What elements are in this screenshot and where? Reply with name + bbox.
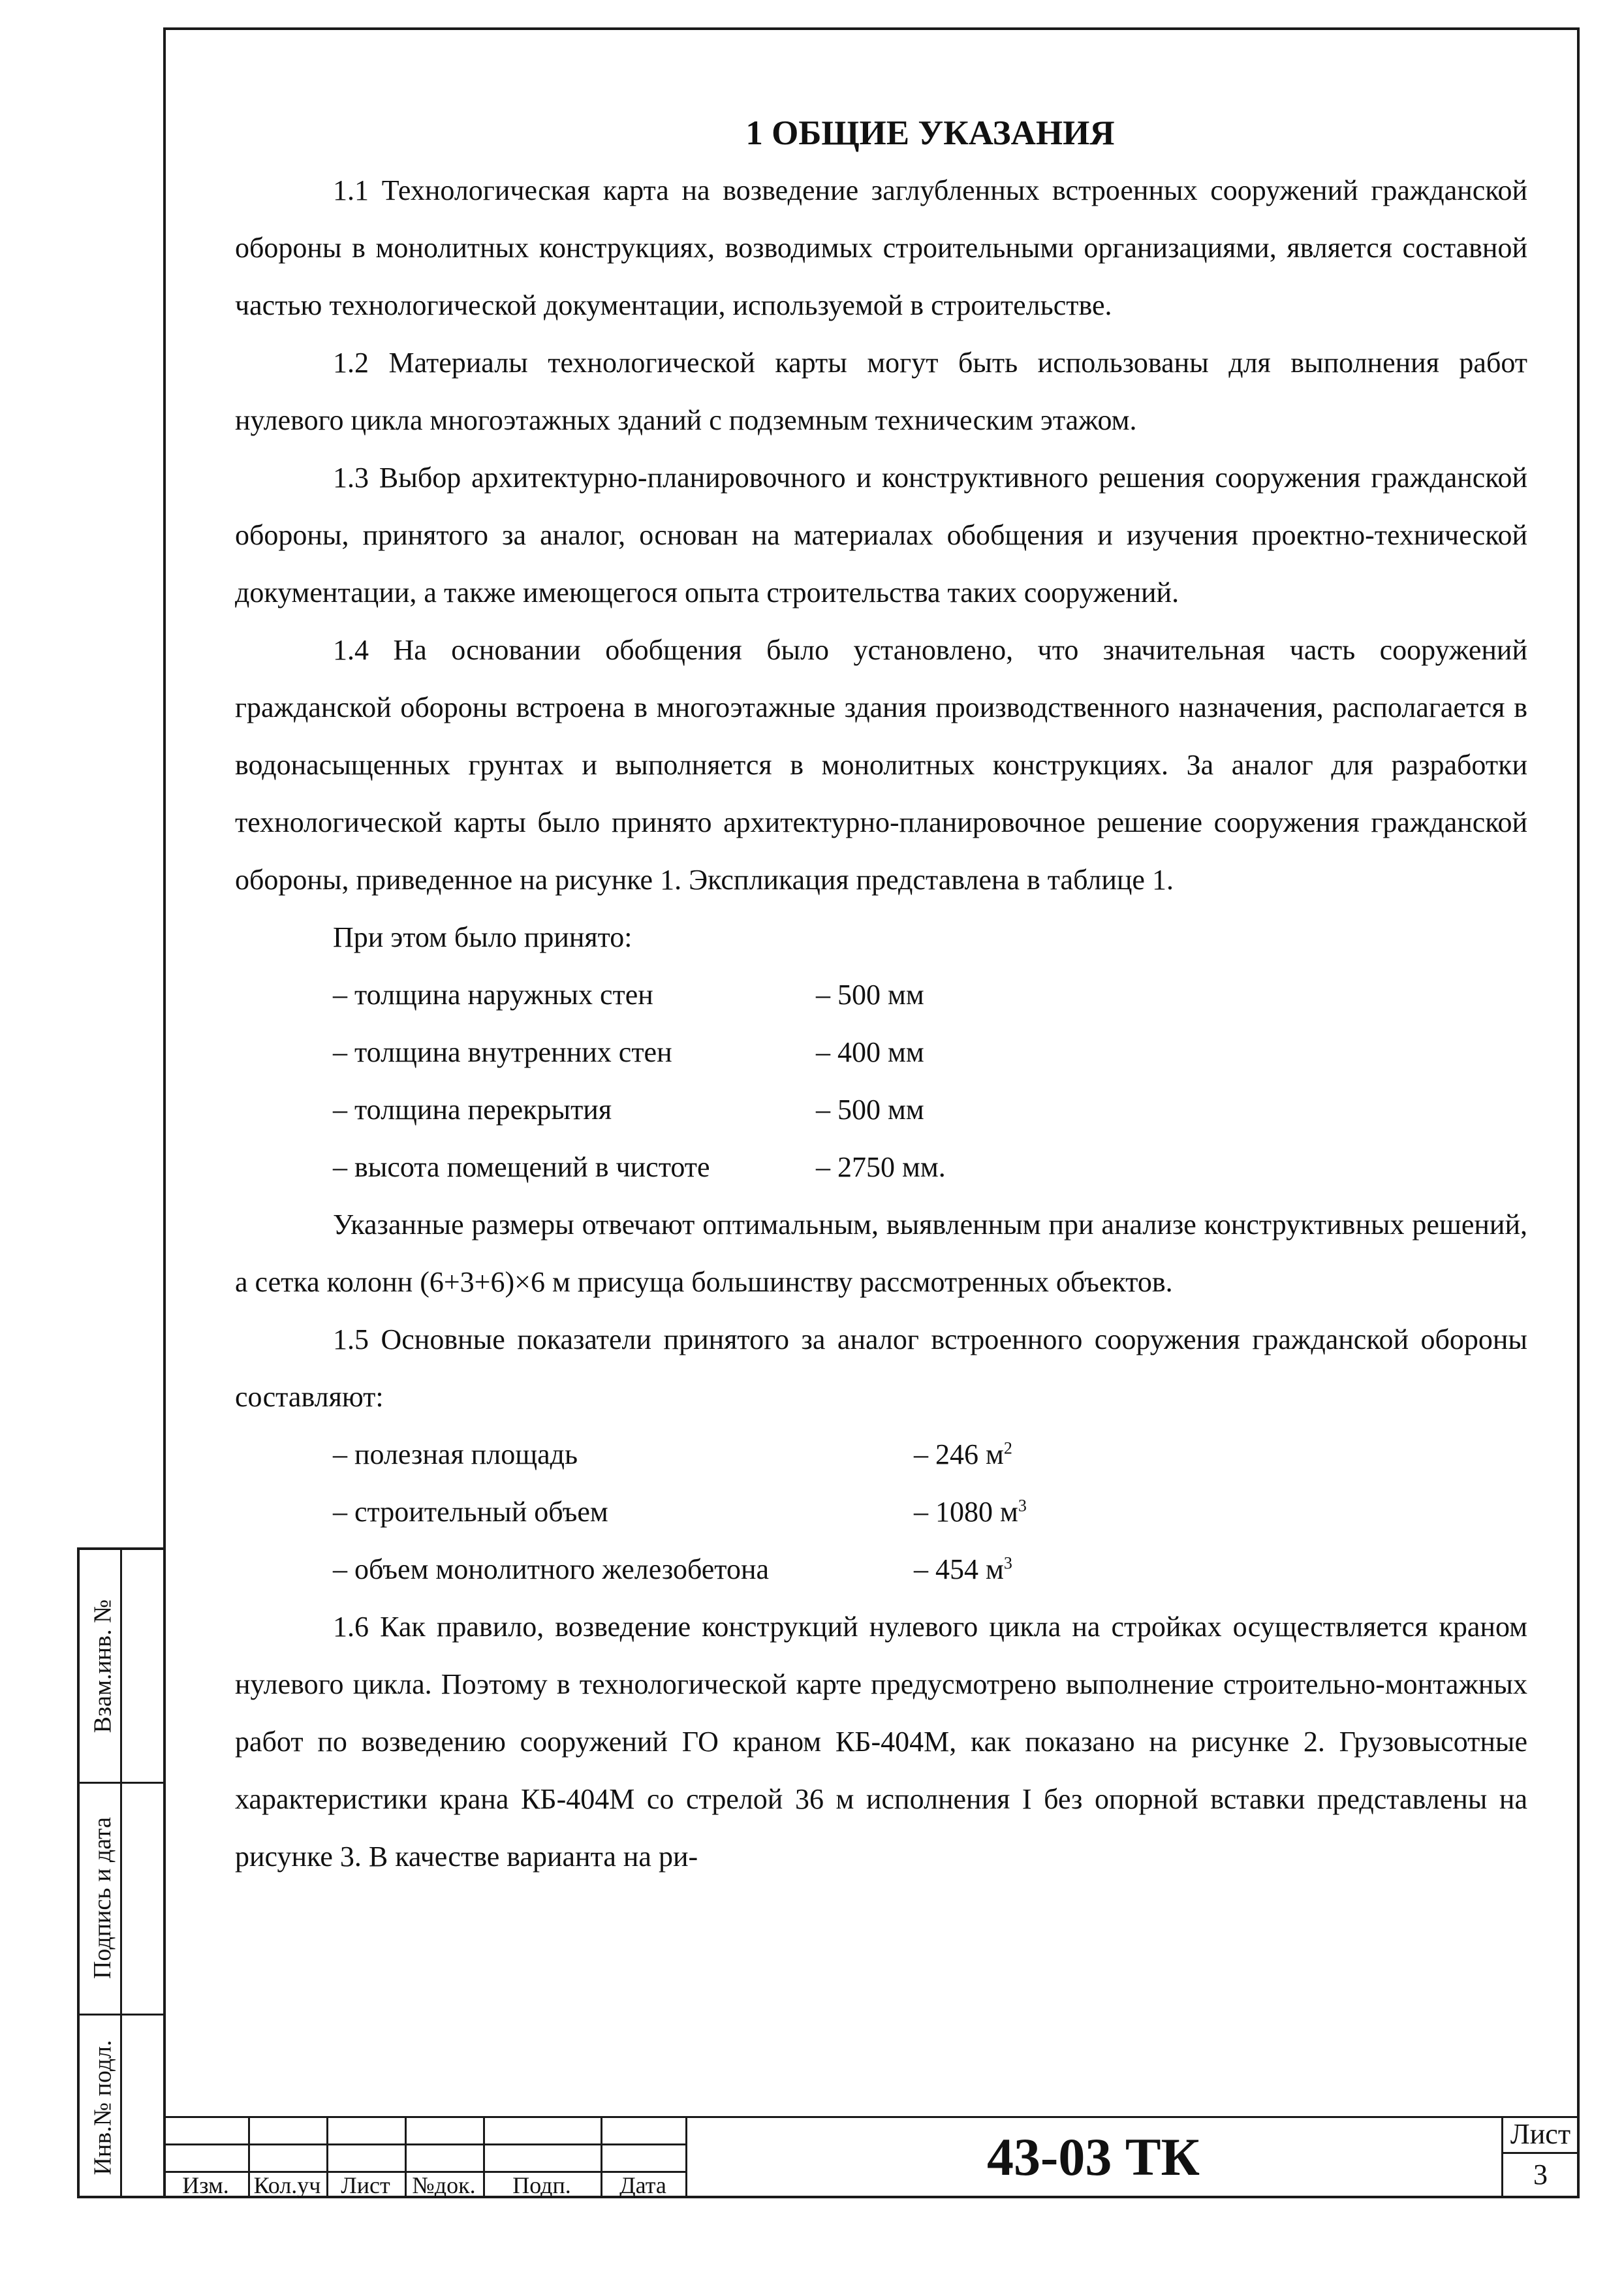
title-block-kolych: Кол.уч xyxy=(253,2172,321,2198)
title-block-ndok: №док. xyxy=(412,2172,476,2198)
dims-list-item: – толщина перекрытия – 500 мм xyxy=(333,1094,924,1126)
accepted-intro: При этом было принято: xyxy=(333,921,632,953)
title-block-izm: Изм. xyxy=(182,2172,229,2198)
stamp-vzam-label: Взам.инв. № xyxy=(89,1599,117,1733)
title-block-podp: Подп. xyxy=(512,2172,571,2198)
sheet-number: 3 xyxy=(1533,2159,1548,2190)
stamp-inv-label: Инв.№ подл. xyxy=(89,2039,117,2175)
stamp-signature-date-label: Подпись и дата xyxy=(89,1816,117,1979)
paragraph-1-3: 1.3 Выбор архитектурно-планировочного и конструктивного решения сооружения гражданской обороны, принятого за аналог, основан на материалах обобщения и изучения проектно-технической документации, а также имеющегося опыта строительства таких сооружений. xyxy=(235,462,1527,609)
document-code: 43-03 ТК xyxy=(987,2127,1200,2187)
title-block-data: Дата xyxy=(619,2172,666,2198)
sheet-label: Лист xyxy=(1510,2118,1571,2150)
paragraph-1-1: 1.1 Технологическая карта на возведение заглубленных встроенных сооружений гражданской обороны в монолитных конструкциях, возводимых строительными организациями, является составной частью технологической документации, используемой в строительстве. xyxy=(235,174,1527,321)
dims-list-item: – толщина внутренних стен – 400 мм xyxy=(333,1036,924,1068)
indicator-list-item: – объем монолитного железобетона – 454 $м^3$ xyxy=(333,1553,1012,1585)
paragraph-1-4: 1.4 На основании обобщения было установлено, что значительная часть сооружений гражданской обороны встроена в многоэтажные здания производственного назначения, располагается в водонасыщенных грунтах и выполняется в монолитных конструкциях. За аналог для разработки технологической карты было принято архитектурно-планировочное решение сооружения гражданской обороны, приведенное на рисунке 1. Экспликация представлена в таблице 1. xyxy=(235,634,1527,896)
dims-list-item: – высота помещений в чистоте – 2750 мм. xyxy=(333,1151,946,1183)
dims-list-item: – толщина наружных стен – 500 мм xyxy=(333,979,924,1011)
indicator-list-item: – строительный объем – 1080 $м^3$ xyxy=(333,1496,1027,1528)
paragraph-1-2: 1.2 Материалы технологической карты могут быть использованы для выполнения работ нулевого цикла многоэтажных зданий с подземным техническим этажом. xyxy=(235,347,1527,436)
section-heading: 1 ОБЩИЕ УКАЗАНИЯ xyxy=(745,114,1115,152)
paragraph-1-6: 1.6 Как правило, возведение конструкций нулевого цикла на стройках осуществляется краном нулевого цикла. Поэтому в технологической карте предусмотрено выполнение строительно-монтажных работ по возведению сооружений ГО краном КБ-404М, как показано на рисунке 2. Грузовысотные характеристики крана КБ-404М со стрелой 36 м исполнения I без опорной вставки представлены на рисунке 3. В качестве варианта на ри- xyxy=(235,1611,1527,1873)
sizes-note: Указанные размеры отвечают оптимальным, выявленным при анализе конструктивных решений, а сетка колонн (6+3+6)×6 м присуща большинству рассмотренных объектов. xyxy=(235,1209,1527,1298)
paragraph-1-5: 1.5 Основные показатели принятого за аналог встроенного сооружения гражданской обороны составляют: xyxy=(235,1323,1527,1413)
title-block xyxy=(163,2116,1580,2198)
document-body xyxy=(235,104,1527,1886)
title-block-list: Лист xyxy=(341,2172,390,2198)
indicator-list-item: – полезная площадь – 246 $м^2$ xyxy=(333,1438,1012,1470)
side-stamp xyxy=(77,1547,166,2198)
